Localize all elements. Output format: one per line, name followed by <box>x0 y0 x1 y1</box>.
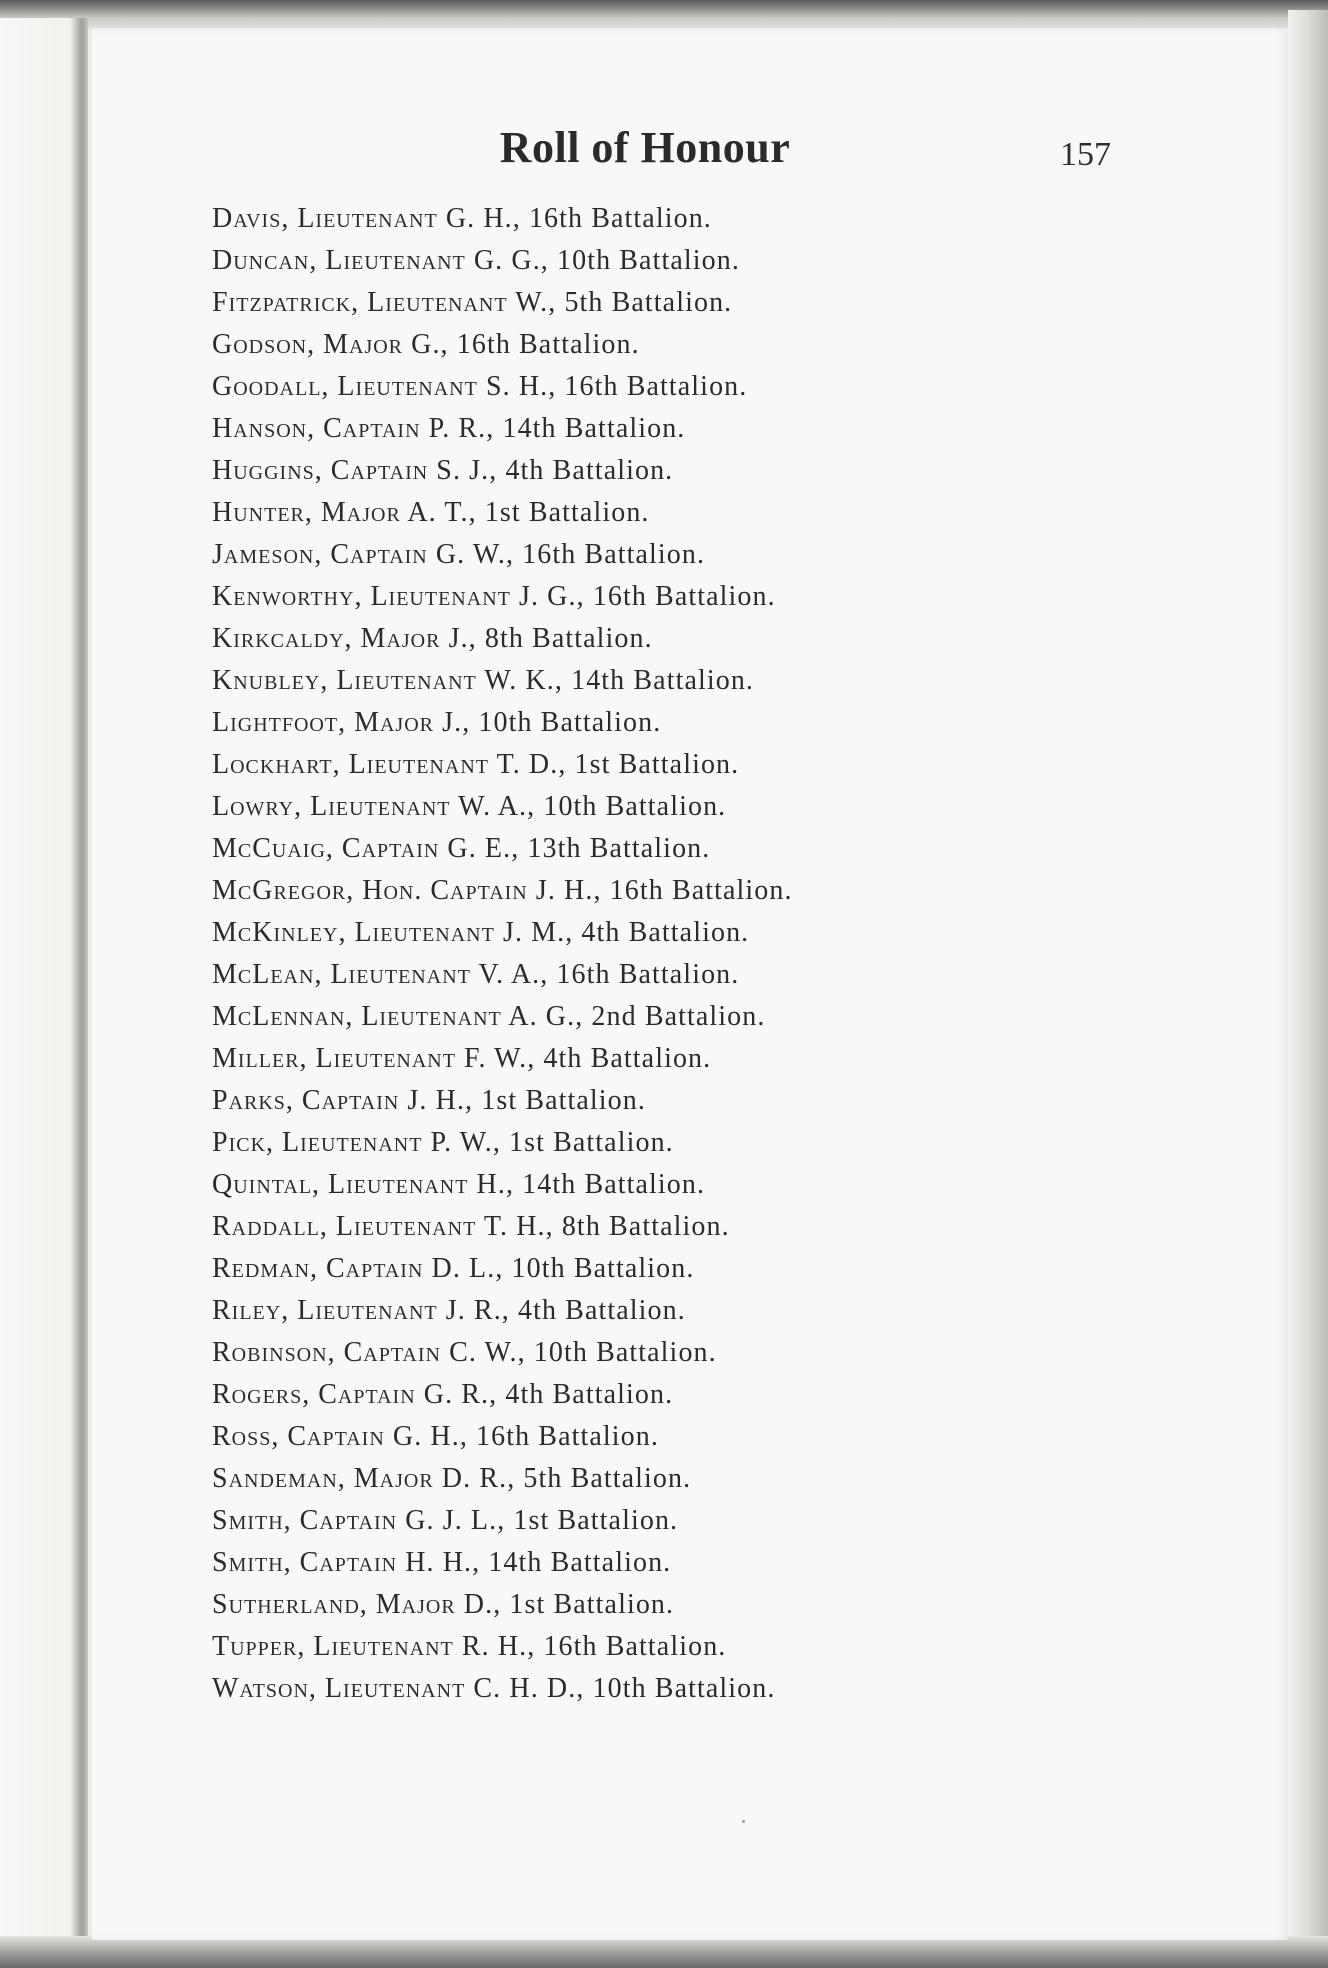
entry-details: G. H., 16th Battalion. <box>437 203 712 234</box>
right-book-edge <box>1288 10 1328 1960</box>
entry-details: V. A., 16th Battalion. <box>470 959 740 990</box>
entry-name-rank: Rogers, Captain <box>212 1379 416 1410</box>
paper-speck <box>742 1820 745 1823</box>
entry-details: J. H., 16th Battalion. <box>527 875 793 906</box>
entry-name-rank: Robinson, Captain <box>212 1337 441 1368</box>
entry-name-rank: McLean, Lieutenant <box>212 959 471 990</box>
list-item <box>212 912 1072 954</box>
bottom-book-edge <box>0 1936 1328 1968</box>
list-item <box>212 954 1072 996</box>
list-item <box>212 1122 1072 1164</box>
list-item <box>212 744 1072 786</box>
entry-details: J. R., 4th Battalion. <box>437 1295 686 1326</box>
entry-name-rank: Sandeman, Major <box>212 1463 434 1494</box>
entry-details: C. W., 10th Battalion. <box>440 1337 717 1368</box>
list-item <box>212 1038 1072 1080</box>
entry-name-rank: Smith, Captain <box>212 1505 398 1536</box>
entry-details: P. W., 1st Battalion. <box>422 1127 674 1158</box>
entry-name-rank: Lockhart, Lieutenant <box>212 749 489 780</box>
list-item <box>212 534 1072 576</box>
list-item <box>212 450 1072 492</box>
entry-details: A. G., 2nd Battalion. <box>501 1001 766 1032</box>
entry-name-rank: McKinley, Lieutenant <box>212 917 495 948</box>
list-item <box>212 1290 1072 1332</box>
entry-name-rank: McGregor, Hon. Captain <box>212 875 528 906</box>
list-item <box>212 1458 1072 1500</box>
entry-details: D. L., 10th Battalion. <box>423 1253 695 1284</box>
entry-name-rank: Quintal, Lieutenant <box>212 1169 469 1200</box>
entry-name-rank: Lowry, Lieutenant <box>212 791 451 822</box>
entry-name-rank: Miller, Lieutenant <box>212 1043 456 1074</box>
entry-name-rank: Hanson, Captain <box>212 413 421 444</box>
list-item <box>212 1080 1072 1122</box>
entry-name-rank: Ross, Captain <box>212 1421 385 1452</box>
entry-details: F. W., 4th Battalion. <box>455 1043 712 1074</box>
entry-name-rank: Tupper, Lieutenant <box>212 1631 454 1662</box>
entry-details: S. H., 16th Battalion. <box>477 371 748 402</box>
entry-name-rank: Knubley, Lieutenant <box>212 665 477 696</box>
entry-details: G. G., 10th Battalion. <box>465 245 740 276</box>
list-item <box>212 282 1072 324</box>
entry-details: W. A., 10th Battalion. <box>450 791 727 822</box>
list-item <box>212 1416 1072 1458</box>
page-title: Roll of Honour <box>499 123 791 172</box>
entry-details: T. H., 8th Battalion. <box>476 1211 730 1242</box>
entry-name-rank: Kenworthy, Lieutenant <box>212 581 511 612</box>
list-item <box>212 240 1072 282</box>
list-item <box>212 1626 1072 1668</box>
list-item <box>212 618 1072 660</box>
list-item <box>212 408 1072 450</box>
entry-details: G. J. L., 1st Battalion. <box>397 1505 679 1536</box>
list-item <box>212 702 1072 744</box>
entry-name-rank: Smith, Captain <box>212 1547 398 1578</box>
list-item <box>212 1542 1072 1584</box>
entry-details: G. E., 13th Battalion. <box>439 833 711 864</box>
entry-name-rank: McCuaig, Captain <box>212 833 440 864</box>
entry-name-rank: Riley, Lieutenant <box>212 1295 438 1326</box>
list-item <box>212 1500 1072 1542</box>
list-item <box>212 1584 1072 1626</box>
entry-name-rank: Duncan, Lieutenant <box>212 245 466 276</box>
entry-details: D., 1st Battalion. <box>455 1589 675 1620</box>
list-item <box>212 870 1072 912</box>
list-item <box>212 576 1072 618</box>
entry-details: T. D., 1st Battalion. <box>488 749 740 780</box>
entry-details: S. J., 4th Battalion. <box>428 455 674 486</box>
list-item <box>212 198 1072 240</box>
entry-name-rank: Lightfoot, Major <box>212 707 434 738</box>
entry-details: C. H. D., 10th Battalion. <box>465 1673 776 1704</box>
list-item <box>212 1164 1072 1206</box>
list-item <box>212 1374 1072 1416</box>
page-number: 157 <box>1060 136 1111 173</box>
entry-details: D. R., 5th Battalion. <box>433 1463 692 1494</box>
entry-name-rank: Kirkcaldy, Major <box>212 623 441 654</box>
entry-details: G. W., 16th Battalion. <box>427 539 706 570</box>
list-item <box>212 1248 1072 1290</box>
left-book-cover-edge <box>0 18 88 1950</box>
entry-details: H., 14th Battalion. <box>468 1169 706 1200</box>
entry-details: H. H., 14th Battalion. <box>397 1547 672 1578</box>
top-book-edge <box>0 0 1328 30</box>
list-item <box>212 492 1072 534</box>
entry-name-rank: Parks, Captain <box>212 1085 400 1116</box>
list-item <box>212 324 1072 366</box>
entry-details: P. R., 14th Battalion. <box>420 413 686 444</box>
entry-details: W., 5th Battalion. <box>507 287 733 318</box>
entry-name-rank: Watson, Lieutenant <box>212 1673 466 1704</box>
list-item <box>212 786 1072 828</box>
list-item <box>212 660 1072 702</box>
entry-details: G., 16th Battalion. <box>403 329 640 360</box>
list-item <box>212 1206 1072 1248</box>
entry-name-rank: Huggins, Captain <box>212 455 429 486</box>
entry-details: G. R., 4th Battalion. <box>415 1379 674 1410</box>
entry-name-rank: Jameson, Captain <box>212 539 428 570</box>
entry-name-rank: McLennan, Lieutenant <box>212 1001 502 1032</box>
entry-name-rank: Pick, Lieutenant <box>212 1127 423 1158</box>
entry-name-rank: Sutherland, Major <box>212 1589 456 1620</box>
list-item <box>212 1332 1072 1374</box>
entry-details: G. H., 16th Battalion. <box>384 1421 659 1452</box>
entry-details: J., 10th Battalion. <box>434 707 662 738</box>
list-item <box>212 366 1072 408</box>
entry-details: W. K., 14th Battalion. <box>476 665 755 696</box>
entry-name-rank: Raddall, Lieutenant <box>212 1211 477 1242</box>
list-item <box>212 1668 1072 1710</box>
entry-name-rank: Goodall, Lieutenant <box>212 371 478 402</box>
entry-details: J. M., 4th Battalion. <box>494 917 750 948</box>
entry-name-rank: Hunter, Major <box>212 497 401 528</box>
entry-details: J. G., 16th Battalion. <box>510 581 776 612</box>
entry-details: A. T., 1st Battalion. <box>400 497 650 528</box>
entry-name-rank: Fitzpatrick, Lieutenant <box>212 287 508 318</box>
entry-details: J., 8th Battalion. <box>440 623 653 654</box>
entry-details: R. H., 16th Battalion. <box>453 1631 727 1662</box>
entry-name-rank: Redman, Captain <box>212 1253 424 1284</box>
entry-details: J. H., 1st Battalion. <box>399 1085 646 1116</box>
entry-name-rank: Godson, Major <box>212 329 404 360</box>
roll-of-honour-list <box>212 198 1072 1710</box>
list-item <box>212 996 1072 1038</box>
list-item <box>212 828 1072 870</box>
entry-name-rank: Davis, Lieutenant <box>212 203 438 234</box>
